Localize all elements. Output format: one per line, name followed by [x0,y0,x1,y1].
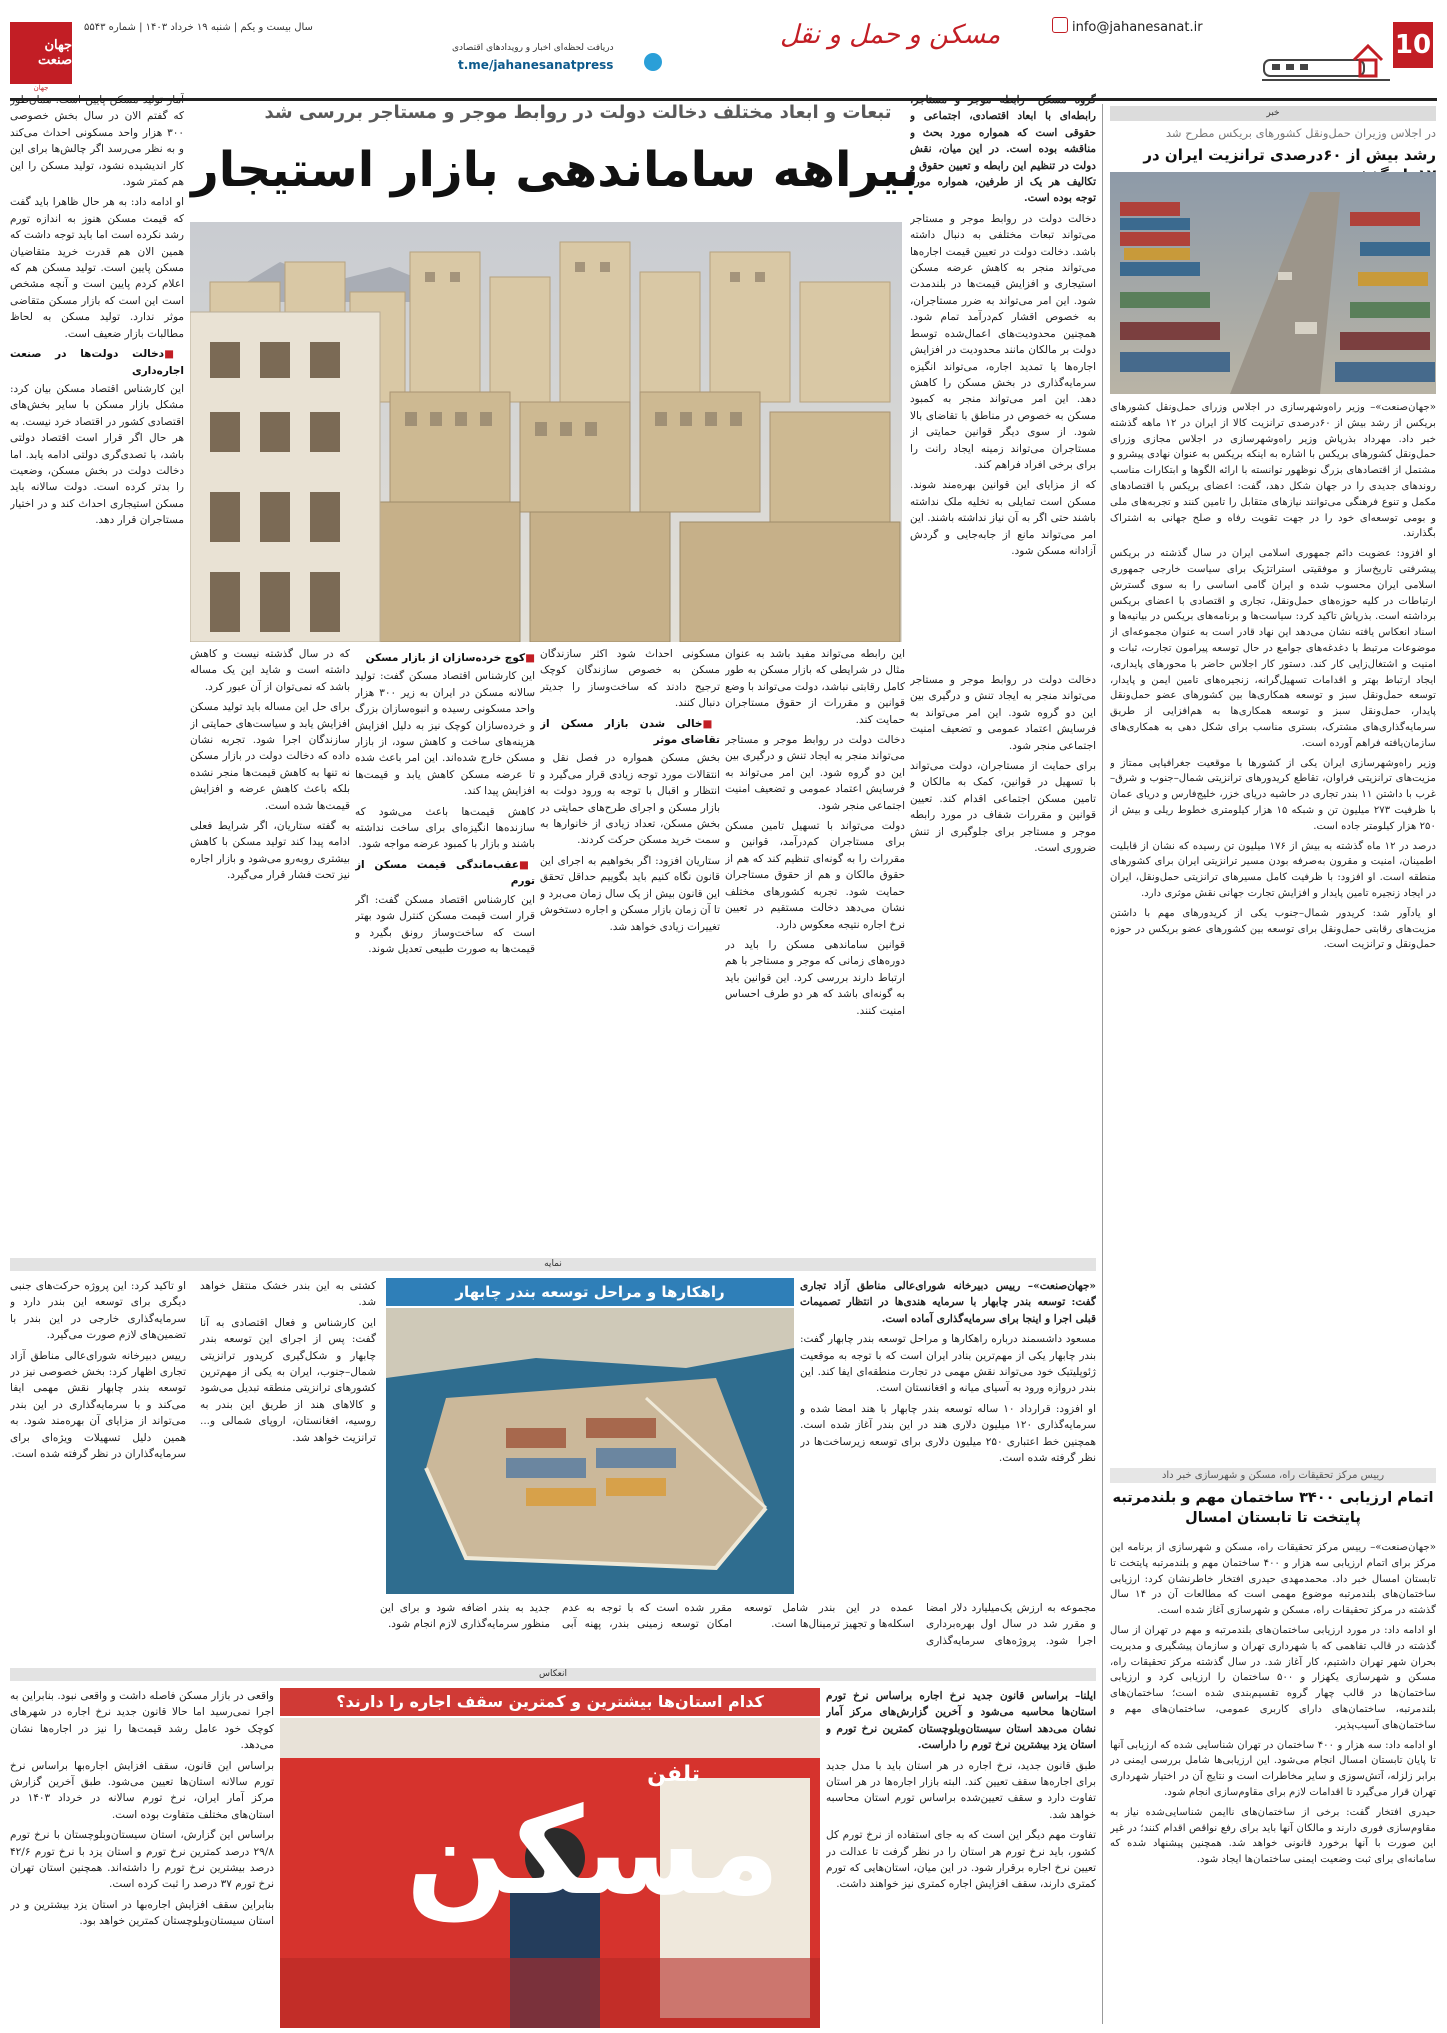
main-col-right-top [910,92,1096,670]
chabahar-col-right [800,1278,1096,1598]
main-subhead: ■ خالی شدن بازار مسکن از تقاضای موثر [540,716,720,749]
news1-paragraph: او افزود: عضویت دائم جمهوری اسلامی ایران در سال گذشته در بریکس پیشرفتی تاریخ‌ساز و موفقیتی استراتژیک برای سیاست خارجی جمهوری اسلامی ایران محسوب شده و ایران گامی اساسی را به سوی گسترش ارتباطات در کلیه حوزه‌های حمل‌ونقل، تجاری و اقتصادی با اعضای بریکس برداشته است. بذرپاش تاکید کرد: سیاست‌ها و برنامه‌های بریکس در بیانیه‌ها و اسناد انعکاس یافته نشان می‌دهد این نهاد قادر است به عنوان مجموعه‌ای از موضوعات مرتبط با دغدغه‌های جوامع در حال توسعه پیرامون تجارت، ثبات و امنیت و اشتغال‌زایی کار کند. دستور کار اجلاس حاضر با محورهای پایداری، ایجاد ارتباط بهتر و اقدامات تسهیل‌گرانه، زنجیره‌های تامین ایمن و پایدار، توسعه حمل‌ونقل سبز و توسعه همکاری‌ها بین کشورهای عضو حمل‌ونقل پایدار، حمل‌ونقل سبز و توسعه همکاری‌ها به هم‌افزایی از طریق سرمایه‌گذاری‌های مشترک، بستری مناسب برای شکل دهی به همکاری‌های سازمان‌یافته فراهم آورده است. [1110,548,1436,749]
rent-section-bar: انعکاس [10,1668,1096,1681]
telegram-icon [644,53,662,71]
main-subhead: ■ کوچ خرده‌سازان از بازار مسکن [355,650,535,666]
email-icon [1052,17,1068,33]
email-address[interactable]: info@jahanesanat.ir [1072,20,1203,35]
main-kicker: تبعات و ابعاد مختلف دخالت دولت در روابط موجر و مستاجر بررسی شد [264,102,892,123]
main-paragraph: کاهش قیمت‌ها باعث می‌شود که سازنده‌ها انگیزه‌ای برای ساخت نداشته باشند و بازار با کمبود عرضه مواجه شود. [355,805,535,851]
main-col-5 [190,646,350,1250]
main-paragraph: دخالت دولت در روابط موجر و مستاجر می‌تواند منجر به ایجاد تنش و درگیری بین این دو گروه شود. این امر می‌تواند به فرسایش اعتماد عمومی و تضعیف امنیت اجتماعی منجر شود. [725,734,905,812]
issue-info: سال بیست و یکم | شنبه ۱۹ خرداد ۱۴۰۳ | شماره ۵۵۴۳ [84,22,313,33]
main-col-2 [725,646,905,1250]
main-paragraph: این رابطه می‌تواند مفید باشد به عنوان مثال در شرایطی که بازار مسکن به طور کامل رقابتی نباشد، دولت می‌تواند با وضع قوانین و مقررات از حقوق مستاجران حمایت کند. [725,648,905,726]
main-headline: بیراهه ساماندهی بازار استیجار [191,142,919,198]
news2-paragraph: حیدری افتخار گفت: برخی از ساختمان‌های ناایمن شناسایی‌شده نیاز به مقاوم‌سازی فوری دارند و مالکان آنها باید برای رفع نواقص اقدام کنند؛ در غیر این صورت با آنها برخورد قانونی خواهد شد. همچنین پیشنهاد شده که سامانه‌ای برای ثبت وضعیت ایمنی ساختمان‌ها ایجاد شود. [1110,1806,1436,1866]
section-title: مسکن و حمل و نقل [780,20,1001,50]
main-paragraph: برای حمایت از مستاجران، دولت می‌تواند با تسهیل در قوانین، کمک به مالکان و تامین مسکن اجتماعی اقدام کند. تعیین قوانین و مقررات شفاف در مورد رابطه موجر و مستاجر برای جلوگیری از تنش ضروری است. [910,760,1096,855]
chabahar-paragraph: این کارشناس و فعال اقتصادی به آنا گفت: پس از اجرای این توسعه بندر چابهار و شکل‌گیری کریدور ترانزیتی شمال–جنوب، ایران به یکی از مهم‌ترین کشورهای ترانزیتی منطقه تبدیل می‌شود و کالاهای هند از طریق این بندر به روسیه، افغانستان، اروپای شمالی و... ترانزیت خواهد شد. [200,1316,376,1444]
main-paragraph: گروه مسکن– رابطه موجر و مستاجر، رابطه‌ای با ابعاد اقتصادی، اجتماعی و حقوقی است که همواره مورد بحث و مناقشه بوده است. در این میان، نقش دولت در تنظیم این رابطه و تعیین حقوق و تکالیف هر یک از طرفین، همواره مورد توجه بوده است. [910,94,1096,205]
news1-paragraph: درصد در ۱۲ ماه گذشته به بیش از ۱۷۶ میلیون تن رسیده که نشان از قابلیت اطمینان، امنیت و مقرون به‌صرفه بودن مسیر ترانزیتی ایران برای کشورهای منطقه است. او افزود: با ظرفیت کامل مسیرهای ترانزیتی حمل‌ونقل، ایران در ایجاد زنجیره تامین پایدار و افزایش تجارت جهانی نقش موثری دارد. [1110,840,1436,899]
main-col-3 [540,646,720,1250]
rent-paragraph: براساس این گزارش، استان سیستان‌وبلوچستان با نرخ تورم ۲۹/۸ درصد کمترین نرخ تورم و استان یزد با نرخ تورم ۴۲/۶ درصد بیشترین نرخ تورم را داشته‌اند. همچنین استان تهران نرخ تورم ۳۷ درصد را ثبت کرده است. [10,1829,274,1891]
chabahar-col-left [10,1278,376,1664]
news2-paragraph: او ادامه داد: سه هزار و ۴۰۰ ساختمان در تهران شناسایی شده که ارزیابی آنها تا پایان تابستان امسال انجام می‌شود. این ارزیابی‌ها شامل بررسی ایمنی در برابر زلزله، آتش‌سوزی و سایر مخاطرات است و نتایج آن در اختیار شهرداری تهران قرار می‌گیرد تا اقدامات لازم برای مقاوم‌سازی انجام شود. [1110,1739,1436,1798]
main-subhead: ■ عقب‌ماندگی قیمت مسکن از تورم [355,857,535,890]
news2-kicker: رییس مرکز تحقیقات راه، مسکن و شهرسازی خبر داد [1110,1468,1436,1483]
chabahar-paragraph: «جهان‌صنعت»– رییس دبیرخانه شورای‌عالی مناطق آزاد تجاری گفت: توسعه بندر چابهار با سرمایه هندی‌ها در انتظار تصمیمات قبلی اجرا و اینجا برای سرمایه‌گذاری آماده است. [800,1280,1096,1325]
main-paragraph: که در سال گذشته نیست و کاهش داشته است و شاید این یک مساله باشد که نمی‌توان از آن عبور کرد. [190,648,350,693]
rent-title: کدام استان‌ها بیشترین و کمترین سقف اجاره را دارند؟ [280,1688,820,1716]
main-paragraph: دخالت دولت در روابط موجر و مستاجر می‌تواند تبعات مختلفی به دنبال داشته باشد. دخالت دولت در تعیین قیمت اجاره‌ها می‌تواند منجر به کاهش عرضه مسکن استیجاری و افزایش قیمت‌ها در بلندمدت شود. این امر می‌تواند به ضرر مستاجران، به خصوص اقشار کم‌درآمد تمام شود. همچنین محدودیت‌های اعمال‌شده توسط دولت بر مالکان مانند محدودیت در افزایش اجاره‌ها یا تمدید اجاره، می‌تواند انگیزه سرمایه‌گذاری در بخش مسکن را کاهش دهد. این امر می‌تواند منجر به کمبود مسکن به خصوص در مناطق با تقاضای بالا شود. از سوی دیگر قوانین حمایتی از مستاجران می‌تواند زمینه ایجاد رانت را برای برخی افراد فراهم کند. [910,212,1096,471]
main-paragraph: این کارشناس اقتصاد مسکن گفت: اگر قرار است قیمت مسکن کنترل شود بهتر است که ساخت‌وساز رونق بگیرد و قیمت‌ها به صورت طبیعی تعدیل شوند. [355,893,535,955]
news1-paragraph: او یادآور شد: کریدور شمال–جنوب یکی از کریدورهای مهم با داشتن مزیت‌های رقابتی حمل‌ونقل برای توسعه بین کشورهای عضو بریکس در حوزه حمل‌ونقل و ترانزیت است. [1110,907,1436,951]
news1-body [1110,400,1436,1458]
rent-paragraph: طبق قانون جدید، نرخ اجاره در هر استان باید با مدل جدید برای اجاره‌ها سقف تعیین کند. البته بازار اجاره‌ها در هر استان تفاوت دارد و سقف تعیین‌شده براساس تورم استان محاسبه خواهد شد. [826,1759,1096,1821]
main-subhead: ■ دخالت دولت‌ها در صنعت اجاره‌داری [10,346,184,379]
rent-paragraph: بنابراین سقف افزایش اجاره‌بها در استان یزد بیشترین و در استان سیستان‌وبلوچستان کمترین خواهد بود. [10,1898,274,1928]
main-paragraph: مسکونی احداث شود اکثر سازندگان مسکن به خصوص سازندگان کوچک ترجیح دادند که ساخت‌وساز را جدیتر دنبال کنند. [540,648,720,710]
photo-sign-phone: تلفن [647,1762,700,1787]
rent-col-right [826,1688,1096,2028]
main-paragraph: این کارشناس اقتصاد مسکن بیان کرد: مشکل بازار مسکن با سایر بخش‌های اقتصادی کشور در اقتصاد خرد نیست. به هر حال اگر قرار است اقتصاد دولتی باشد، با تصدی‌گری دولتی ادامه یابد. اما دخالت دولت در بخش مسکن، وضعیت را بدتر کرده است. دولت سالانه باید مسکن استیجاری احداث کند و در اختیار مستاجران قرار دهد. [10,382,184,527]
chabahar-title: راهکارها و مراحل توسعه بندر چابهار [386,1278,794,1306]
main-paragraph: بخش مسکن همواره در فصل نقل و انتقالات مورد توجه زیادی قرار می‌گیرد و انتظار و اقبال با توجه به ورود دولت به بازار مسکن و اجرای طرح‌های حمایتی در بخش مسکن، تعداد زیادی از خانوارها به سمت خرید مسکن حرکت کردند. [540,752,720,847]
telegram-caption: دریافت لحظه‌ای اخبار و رویدادهای اقتصادی [452,43,614,53]
photo-sign-text: مسکن [405,1783,780,1922]
rent-paragraph: براساس این قانون، سقف افزایش اجاره‌بها براساس نرخ تورم سالانه استان‌ها تعیین می‌شود. طبق آخرین گزارش مرکز آمار ایران، نرخ تورم سالانه در خرداد ۱۴۰۳ در استان‌های مختلف متفاوت بوده است. [10,1759,274,1821]
chabahar-paragraph: او افزود: قرارداد ۱۰ ساله توسعه بندر چابهار با هند امضا شده و سرمایه‌گذاری ۱۲۰ میلیون دلاری هند در این بندر آغاز شده است. همچنین خط اعتباری ۲۵۰ میلیون دلاری برای توسعه زیرساخت‌ها در نظر گرفته شده است. [800,1402,1096,1465]
news1-paragraph: وزیر راه‌وشهرسازی ایران یکی از کشورها با موقعیت جغرافیایی ممتاز و مزیت‌های ترانزیتی فراوان، تقاطع کریدورهای ترانزیتی شمال–جنوب و شرق–غرب با داشتن ۱۱ بندر تجاری در حاشیه دریای خزر، خلیج‌فارس و دریای عمان با ظرفیت ۲۷۳ میلیون تن و شبکه ۱۵ هزار کیلومتری خطوط ریلی و بیش از ۲۵۰ هزار کیلومتر جاده است. [1110,757,1436,832]
page-header [0,0,1447,100]
tehran-buildings-photo [190,222,902,642]
news1-paragraph: «جهان‌صنعت»– وزیر راه‌وشهرسازی در اجلاس وزرای حمل‌ونقل کشورهای بریکس از رشد بیش از ۶۰درصدی ترانزیت کالا از ایران در ۱۲ ماهه گذشته خبر داد. مهرداد بذرپاش وزیر راه‌وشهرسازی در اجلاس مجازی وزرای حمل‌ونقل کشورهای بریکس با اشاره به اینکه بریکس به عنوان نهادی پیشرو و مشتمل از اقتصادهای بزرگ نوظهور توانسته با ارائه الگوها و ابتکارات مناسب روندهای جدیدی را در جهان شکل دهد، گفت: اعضای بریکس با اقتصادهای مکمل و تنوع فرهنگی می‌توانند نیازهای متقابل را تامین کنند و تجربه‌های ملی و بومی توسعه‌ای خود را در جهت تقویت رفاه و صلح جهانی به اشتراک بگذارند. [1110,402,1436,540]
main-col-right-bottom [910,672,1096,1250]
main-paragraph: برای حل این مساله باید تولید مسکن افزایش یابد و سیاست‌های حمایتی از سازندگان اجرا شود. تجربه نشان داده که دخالت دولت در بازار مسکن نه تنها به کاهش قیمت‌ها منجر نشده بلکه باعث کاهش عرضه و افزایش قیمت‌ها شده است. [190,701,350,812]
port-containers-photo [1110,172,1436,394]
main-paragraph: او ادامه داد: به هر حال ظاهرا باید گفت که قیمت مسکن هنوز به اندازه تورم رشد نکرده است اما باید توجه داشت که همین الان هم قدرت خرید متقاضیان مسکن پایین است. تولید مسکن هم که اعلام کردم پایین است و آنچه مشخص است این است که بازار مسکن متقاضی موثر ندارد. تولید مسکن به لحاظ مطالبات بازار ضعیف است. [10,196,184,340]
news1-title: رشد بیش از ۶۰درصدی ترانزیت ایران در [1143,146,1436,164]
chabahar-paragraph: کشتی به این بندر خشک منتقل خواهد شد. [200,1280,376,1309]
main-paragraph: این کارشناس اقتصاد مسکن گفت: تولید سالانه مسکن در ایران به زیر ۳۰۰ هزار واحد مسکونی رسیده و انبوه‌سازان بزرگ و خرده‌سازان کوچک نیز به دلیل افزایش هزینه‌های ساخت و کاهش سود، از بازار مسکن خارج شده‌اند. این امر باعث شده تا عرضه مسکن کاهش یابد و قیمت‌ها افزایش پیدا کند. [355,670,535,798]
news2-paragraph: او ادامه داد: در مورد ارزیابی ساختمان‌های بلندمرتبه و مهم در تهران از سال گذشته در قالب تفاهمی که با شهرداری تهران و سازمان پیشگیری و مدیریت بحران شهر تهران داشتیم، کار آغاز شد. در سال گذشته مرکز تحقیقات راه، مسکن و شهرسازی یکهزار و ۵۰۰ ساختمان را ارزیابی کرد و ارزیابی ساختمان‌ها در قالب چهار گروه تقسیم‌بندی شده است؛ ساختمان‌های بلندمرتبه، ساختمان‌های دارای کاربری عمومی، ساختمان‌های مهم و ساختمان‌های آسیب‌پذیر. [1110,1624,1436,1731]
news2-title: اتمام ارزیابی ۳۴۰۰ ساختمان مهم و بلندمرتبه پایتخت تا تابستان امسال [1112,1490,1434,1526]
main-paragraph: ستاریان افزود: اگر بخواهیم به اجرای این قانون نگاه کنیم باید بگوییم حداقل تحقق این قانون بیش از یک سال زمان می‌برد و تا آن زمان بازار مسکن و اجاره دستخوش تغییرات زیادی خواهد شد. [540,854,720,933]
chabahar-paragraph: مقرر شده است که با توجه به عدم امکان توسعه زمینی بندر، پهنه آبی جدید به بندر اضافه شود و برای این منظور سرمایه‌گذاری لازم انجام شود. [380,1602,732,1631]
main-paragraph: قوانین ساماندهی مسکن را باید در دوره‌های زمانی که موجر و مستاجر با هم ارتباط دارند بررسی کرد. این قوانین باید به گونه‌ای باشد که هر دو طرف احساس امنیت کنند. [725,938,905,1017]
chabahar-col-mid [380,1600,1096,1664]
news2-body [1110,1540,1436,2026]
chabahar-port-photo [386,1308,794,1594]
main-paragraph: به گفته ستاریان، اگر شرایط فعلی ادامه پیدا کند تولید مسکن با کاهش بیشتری روبه‌رو می‌شود و بازار اجاره نیز تحت فشار قرار می‌گیرد. [190,820,350,882]
main-paragraph: دخالت دولت در روابط موجر و مستاجر می‌تواند منجر به ایجاد تنش و درگیری بین این دو گروه شود. این امر می‌تواند به فرسایش اعتماد عمومی و تضعیف امنیت اجتماعی منجر شود. [910,674,1096,752]
news1-subtitle: در اجلاس وزیران حمل‌ونقل کشورهای بریکس مطرح شد [1165,126,1436,140]
main-col-4 [355,646,535,1250]
rent-paragraph: واقعی در بازار مسکن فاصله داشت و واقعی نبود. بنابراین به اجرا نمی‌رسید اما حالا قانون جدید نرخ اجاره در شهرهای کوچک خود عامل رشد قیمت‌ها را نیز در اجاره‌ها نشان می‌دهد. [10,1690,274,1752]
main-paragraph: دولت می‌تواند با تسهیل تامین مسکن برای مستاجران کم‌درآمد، قوانین و مقررات را به گونه‌ای تنظیم کند که هم از حقوق مالکان و هم از حقوق مستاجران حمایت شود. تجربه کشورهای مختلف نشان می‌دهد دخالت مستقیم در تعیین نرخ اجاره نتیجه معکوس دارد. [725,820,905,931]
page-number: 10 [1393,22,1433,68]
rent-paragraph: تفاوت مهم دیگر این است که به جای استفاده از نرخ تورم کل کشور، باید نرخ تورم هر استان را در نظر گرفت تا عدالت در تعیین نرخ اجاره برقرار شود. در این میان، استان‌هایی که تورم کمتری دارند، سقف افزایش اجاره کمتری نیز خواهند داشت. [826,1829,1096,1891]
rent-col-left [10,1688,274,2028]
main-col-left [10,92,184,1250]
news2-paragraph: «جهان‌صنعت»– رییس مرکز تحقیقات راه، مسکن و شهرسازی از برنامه این مرکز برای اتمام ارزیابی سه هزار و ۴۰۰ ساختمان مهم و بلندمرتبه پایتخت تا تابستان امسال خبر داد. محمدمهدی حیدری افتخار خاطرنشان کرد: ارزیابی ساختمان‌های بلندمرتبه موضوع مهمی است که مطالعات آن در ۱۴ سال گذشته در مرکز تحقیقات راه، مسکن و شهرسازی آغاز شده است. [1110,1542,1436,1617]
main-paragraph: آمار تولید مسکن پایین است. همان‌طور که گفتم الان در سال بخش خصوصی ۳۰۰ هزار واحد مسکونی احداث می‌کند و به نظر می‌رسد اگر چالش‌ها برای این کار اندیشیده نشود، تولید مسکن را این هم کمتر شود. [10,94,184,189]
main-paragraph: که از مزایای این قوانین بهره‌مند شوند. مسکن است تمایلی به تخلیه ملک نداشته باشند حتی اگر به آن نیاز نداشته باشند. این امر می‌تواند مانع از جابه‌جایی و گردش آزادانه مسکن شود. [910,479,1096,557]
chabahar-paragraph: مجموعه به ارزش یک‌میلیارد دلار امضا و مقرر شد در سال اول بهره‌برداری اجرا شود. پروژه‌های سرمایه‌گذاری عمده در این بندر شامل توسعه اسکله‌ها و تجهیز ترمینال‌ها است. [744,1602,1096,1647]
chabahar-paragraph: رییس دبیرخانه شورای‌عالی مناطق آزاد تجاری اظهار کرد: بخش خصوصی نیز در توسعه بندر چابهار نقش مهمی ایفا می‌کند و با سرمایه‌گذاری در این بندر می‌تواند از مزایای آن بهره‌مند شود. به همین دلیل تسهیلات ویژه‌ای برای سرمایه‌گذاران در نظر گرفته شده است. [10,1349,186,1461]
chabahar-paragraph: مسعود داشسمند درباره راهکارها و مراحل توسعه بندر چابهار گفت: بندر چابهار یکی از مهم‌ترین بنادر ایران است که با توجه به موقعیت ژئوپلیتیک خود می‌تواند نقش مهمی در تجارت منطقه‌ای ایفا کند. این بندر دروازه ورود به آسیای میانه و افغانستان است. [800,1333,1096,1395]
chabahar-section-bar: نمایه [10,1258,1096,1271]
header-rule [10,98,1437,101]
house-train-icon [1262,30,1392,86]
telegram-link[interactable]: t.me/jahanesanatpress [458,58,614,72]
sidebar-divider [1102,104,1103,2024]
real-estate-office-photo [280,1718,820,2028]
chabahar-paragraph: او تاکید کرد: این پروژه حرکت‌های جنبی دیگری برای توسعه این بندر دارد و سرمایه‌گذاری خارجی در این بندر با تضمین‌های لازم صورت می‌گیرد. [10,1280,186,1342]
rent-paragraph: ایلنا– براساس قانون جدید نرخ اجاره براساس نرخ تورم استان‌ها محاسبه می‌شود و آخرین گزارش‌های مرکز آمار نشان می‌دهد استان سیستان‌وبلوچستان کمترین نرخ تورم و استان یزد بیشترین نرخ تورم را داراست. [826,1690,1096,1752]
newspaper-logo: جهان صنعت [10,22,72,84]
logo-subtitle: جهان [33,84,49,92]
sidebar-kicker: خبر [1110,106,1436,121]
